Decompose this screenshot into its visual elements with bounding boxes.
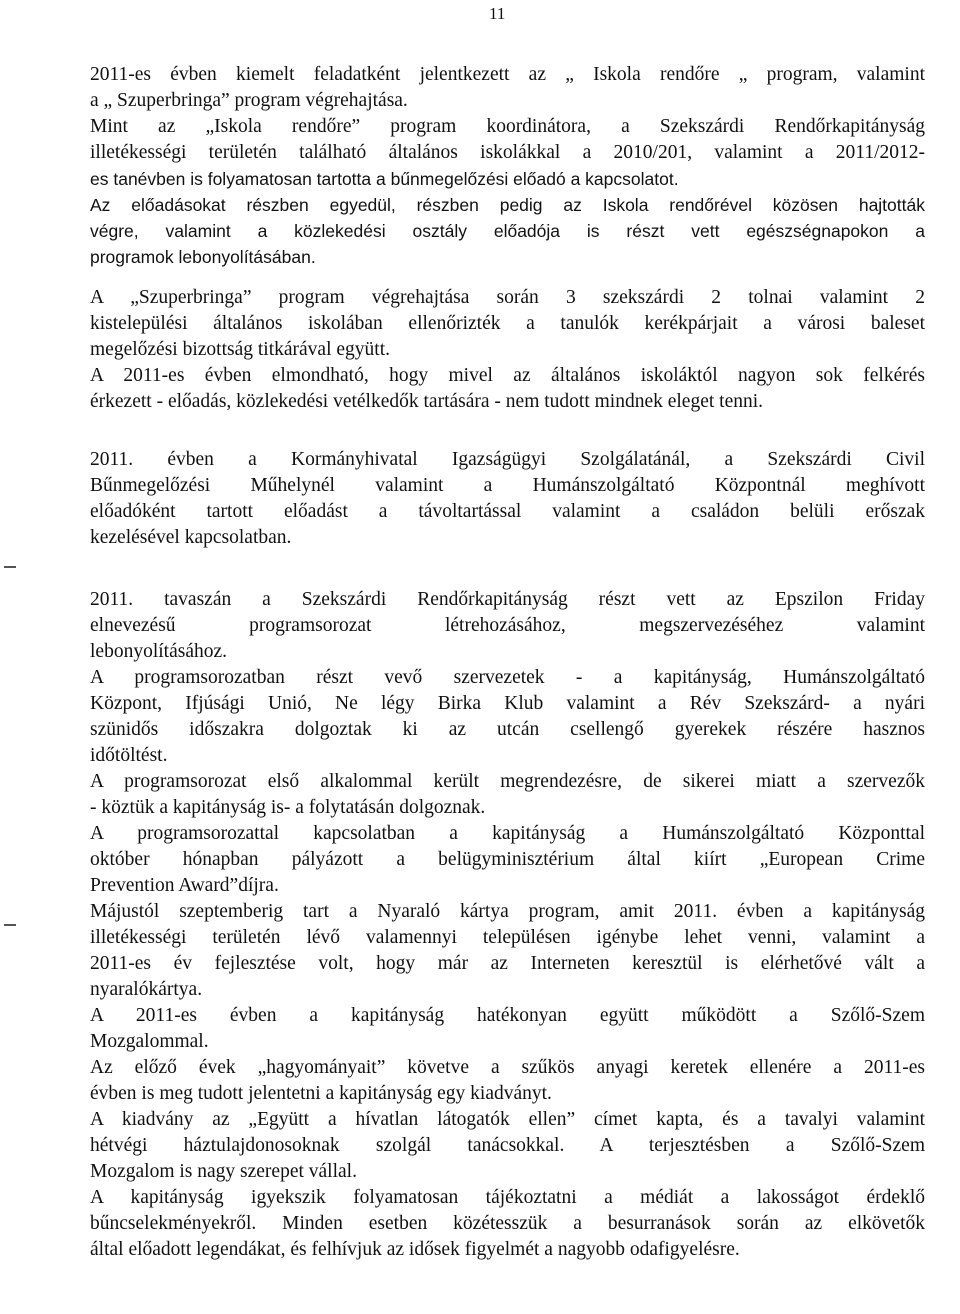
text-line: - köztük a kapitányság is- a folytatásán dolgoznak.	[90, 797, 486, 818]
text-line: A kapitányság igyekszik folyamatosan tájékoztatni a médiát a lakosságot érdeklő	[90, 1187, 925, 1208]
text-line: október hónapban pályázott a belügyminisztérium által kiírt „European Crime	[90, 849, 925, 870]
text-line: szünidős időszakra dolgoztak ki az utcán csellengő gyerekek részére hasznos	[90, 719, 925, 740]
text-line: kistelepülési általános iskolában ellenőrizték a tanulók kerékpárjait a városi baleset	[90, 313, 925, 334]
text-line: előadóként tartott előadást a távoltartással valamint a családon belüli erőszak	[90, 501, 925, 522]
text-line: A programsorozat első alkalommal került megrendezésre, de sikerei miatt a szervezők	[90, 771, 925, 792]
text-line: A 2011-es évben a kapitányság hatékonyan együtt működött a Szőlő-Szem	[90, 1005, 925, 1026]
text-line: által előadott legendákat, és felhívjuk az idősek figyelmét a nagyobb odafigyelésre.	[90, 1239, 740, 1260]
text-line: A kiadvány az „Együtt a hívatlan látogatók ellen” címet kapta, és a tavalyi valamint	[90, 1109, 925, 1130]
text-line: Központ, Ifjúsági Unió, Ne légy Birka Klub valamint a Rév Szekszárd- a nyári	[90, 693, 925, 714]
text-line: 2011-es év fejlesztése volt, hogy már az Interneten keresztül is elérhetővé vált a	[90, 953, 925, 974]
text-line: Az előadásokat részben egyedül, részben pedig az Iskola rendőrével közösen hajtották	[90, 195, 925, 215]
text-line: Mozgalommal.	[90, 1031, 209, 1052]
text-line: hétvégi háztulajdonosoknak szolgál tanácsokkal. A terjesztésben a Szőlő-Szem	[90, 1135, 925, 1156]
text-line: A programsorozatban részt vevő szervezetek - a kapitányság, Humánszolgáltató	[90, 667, 925, 688]
text-line: Bűnmegelőzési Műhelynél valamint a Humánszolgáltató Központnál meghívott	[90, 475, 925, 496]
text-line: évben is meg tudott jelentetni a kapitányság egy kiadványt.	[90, 1083, 552, 1104]
text-line: elnevezésű programsorozat létrehozásához, megszervezéséhez valamint	[90, 615, 925, 636]
text-line: érkezett - előadás, közlekedési vetélkedők tartására - nem tudott mindnek eleget tenni.	[90, 391, 764, 412]
text-line: A programsorozattal kapcsolatban a kapitányság a Humánszolgáltató Központtal	[90, 823, 925, 844]
text-line: A 2011-es évben elmondható, hogy mivel az általános iskoláktól nagyon sok felkérés	[90, 365, 925, 386]
text-line: Mint az „Iskola rendőre” program koordinátora, a Szekszárdi Rendőrkapitányság	[90, 116, 925, 137]
text-line: végre, valamint a közlekedési osztály előadója is részt vett egészségnapokon a	[90, 221, 925, 241]
text-line: megelőzési bizottság titkárával együtt.	[90, 339, 390, 360]
text-line: kezelésével kapcsolatban.	[90, 527, 292, 548]
text-line: illetékességi területén található általános iskolákkal a 2010/201, valamint a 2011/2012-	[90, 142, 925, 163]
text-line: programok lebonyolításában.	[90, 247, 316, 267]
text-line: Az előző évek „hagyományait” követve a szűkös anyagi keretek ellenére a 2011-es	[90, 1057, 925, 1078]
text-line: A „Szuperbringa” program végrehajtása során 3 szekszárdi 2 tolnai valamint 2	[90, 287, 925, 308]
page-number: 11	[489, 4, 506, 23]
text-line: 2011. tavaszán a Szekszárdi Rendőrkapitányság részt vett az Epszilon Friday	[90, 589, 925, 610]
text-line: bűncselekményekről. Minden esetben közétesszük a besurranások során az elkövetők	[90, 1213, 925, 1234]
text-line: es tanévben is folyamatosan tartotta a bűnmegelőzési előadó a kapcsolatot.	[90, 169, 679, 189]
text-line: illetékességi területén lévő valamennyi településen igénybe lehet venni, valamint a	[90, 927, 925, 948]
text-line: a „ Szuperbringa” program végrehajtása.	[90, 90, 408, 111]
text-line: Mozgalom is nagy szerepet vállal.	[90, 1161, 357, 1182]
text-line: 2011-es évben kiemelt feladatként jelentkezett az „ Iskola rendőre „ program, valamint	[90, 64, 925, 85]
text-line: Prevention Award”díjra.	[90, 875, 279, 896]
text-line: 2011. évben a Kormányhivatal Igazságügyi Szolgálatánál, a Szekszárdi Civil	[90, 449, 925, 470]
margin-mark	[4, 566, 16, 568]
text-line: Májustól szeptemberig tart a Nyaraló kártya program, amit 2011. évben a kapitányság	[90, 901, 925, 922]
text-line: időtöltést.	[90, 745, 168, 766]
margin-mark	[4, 924, 16, 926]
text-line: nyaralókártya.	[90, 979, 203, 1000]
text-line: lebonyolításához.	[90, 641, 228, 662]
